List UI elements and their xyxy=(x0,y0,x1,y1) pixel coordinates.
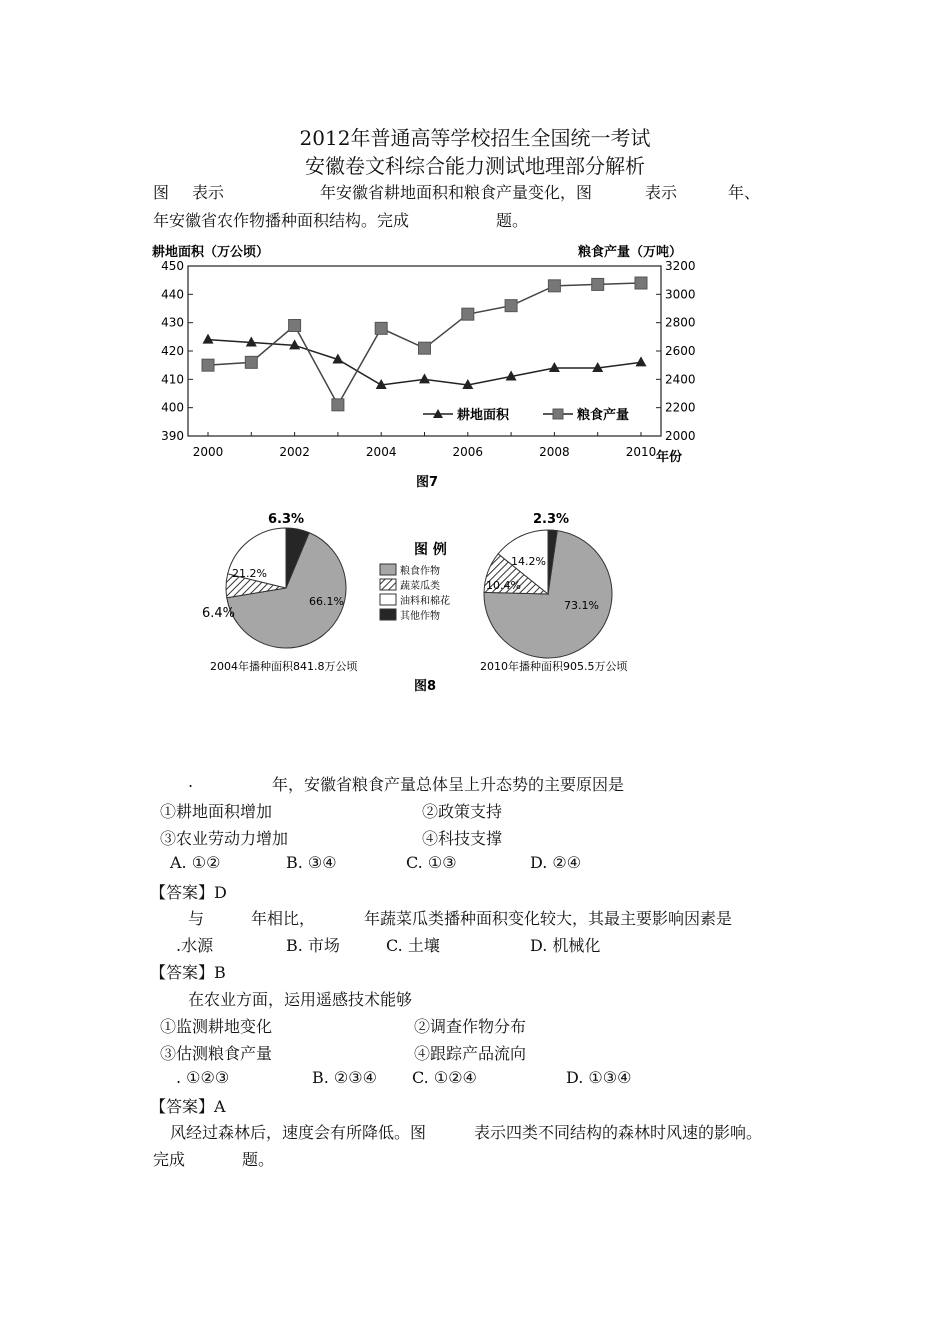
right-tick-label: 2200 xyxy=(665,400,696,415)
next-intro-line1a: 风经过森林后，速度会有所降低。图 xyxy=(170,1123,427,1142)
q2-choice-d: D. 机械化 xyxy=(530,936,601,955)
q3-answer: 【答案】A xyxy=(150,1097,226,1116)
pie-legend-title: 图 例 xyxy=(414,542,447,558)
q1-choice-b: B. ③④ xyxy=(286,853,337,872)
pie2-caption: 2010年播种面积905.5万公顷 xyxy=(480,660,628,673)
pie1-label-vegetable: 6.4% xyxy=(202,606,236,621)
pie1-label-oil: 21.2% xyxy=(232,567,267,580)
q1-option-4: ④科技支撑 xyxy=(422,829,503,848)
legend-text-vegetable: 蔬菜瓜类 xyxy=(400,581,440,592)
q1-stem-b: 年，安徽省粮食产量总体呈上升态势的主要原因是 xyxy=(272,775,625,794)
x-axis-title: 年份 xyxy=(656,450,683,465)
pie2-label-oil: 14.2% xyxy=(511,555,546,568)
x-tick-label: 2000 xyxy=(192,445,224,459)
left-tick-label: 430 xyxy=(161,315,184,330)
q3-choice-c: C. ①②④ xyxy=(412,1068,477,1087)
q3-stem: 在农业方面，运用遥感技术能够 xyxy=(188,990,413,1009)
x-tick-label: 2010 xyxy=(625,445,657,459)
q2-stem-c: 年蔬菜瓜类播种面积变化较大，其最主要影响因素是 xyxy=(364,909,733,928)
legend-text-grain: 粮食作物 xyxy=(400,566,440,577)
q1-answer: 【答案】D xyxy=(150,883,227,902)
left-tick-label: 420 xyxy=(161,344,184,358)
q3-option-2: ②调查作物分布 xyxy=(414,1017,527,1036)
right-tick-label: 2400 xyxy=(665,372,696,387)
left-tick-label: 450 xyxy=(161,259,184,273)
left-tick-label: 410 xyxy=(161,372,184,387)
intro-seg5: 年、 xyxy=(728,183,761,202)
figure8-caption: 图8 xyxy=(414,679,437,694)
q1-stem-a: . xyxy=(188,772,194,791)
intro-line2a: 年安徽省农作物播种面积结构。完成 xyxy=(153,211,410,230)
legend-swatch-other xyxy=(380,609,396,620)
legend-swatch-vegetable xyxy=(380,579,396,590)
left-tick-label: 440 xyxy=(161,287,184,302)
grain-output-point xyxy=(375,322,387,334)
next-intro-line2a: 完成 xyxy=(153,1150,186,1169)
figure7-caption: 图7 xyxy=(416,475,439,490)
intro-seg3: 年安徽省耕地面积和粮食产量变化，图 xyxy=(320,183,593,202)
q1-choice-c: C. ①③ xyxy=(406,853,457,872)
left-tick-label: 400 xyxy=(161,400,184,415)
cultivated-area-point xyxy=(549,362,560,372)
right-tick-label: 3200 xyxy=(665,259,696,273)
cultivated-area-point xyxy=(636,356,647,366)
right-tick-label: 3000 xyxy=(665,287,696,302)
q2-stem-b: 年相比， xyxy=(251,909,316,928)
x-tick-label: 2002 xyxy=(279,445,310,459)
figure7-line-chart xyxy=(148,238,708,498)
q3-option-4: ④跟踪产品流向 xyxy=(414,1044,527,1063)
q1-choice-d: D. ②④ xyxy=(530,853,582,872)
paper-title-line1: 2012年普通高等学校招生全国统一考试 xyxy=(299,126,651,150)
q1-option-2: ②政策支持 xyxy=(422,802,503,821)
grain-output-point xyxy=(462,308,474,320)
left-axis-title: 耕地面积（万公顷） xyxy=(152,245,270,260)
pie2-label-vegetable: 10.4% xyxy=(486,579,521,592)
q3-option-3: ③估测粮食产量 xyxy=(160,1044,273,1063)
grain-output-point xyxy=(635,277,647,289)
legend-swatch-oil xyxy=(380,594,396,605)
legend-text-oil: 油料和棉花 xyxy=(400,596,450,607)
q1-option-3: ③农业劳动力增加 xyxy=(160,829,289,848)
intro-seg4: 表示 xyxy=(645,183,678,202)
pie1-label-other: 6.3% xyxy=(268,512,305,527)
q1-choice-a: A. ①② xyxy=(170,853,221,872)
right-tick-label: 2800 xyxy=(665,315,696,330)
left-tick-label: 390 xyxy=(161,429,184,443)
grain-output-point xyxy=(419,342,431,354)
paper-title-line2: 安徽卷文科综合能力测试地理部分解析 xyxy=(305,154,645,178)
pie2-label-grain: 73.1% xyxy=(564,599,599,612)
cultivated-area-point xyxy=(419,373,430,383)
grain-output-point xyxy=(505,300,517,312)
q2-choice-b: B. 市场 xyxy=(286,936,340,955)
legend-square-marker xyxy=(553,409,563,419)
grain-output-point xyxy=(245,356,257,368)
right-axis-title: 粮食产量（万吨） xyxy=(578,245,683,260)
next-intro-line1b: 表示四类不同结构的森林时风速的影响。 xyxy=(474,1123,763,1142)
grain-output-point xyxy=(548,280,560,292)
q2-answer: 【答案】B xyxy=(150,963,226,982)
figure8-pie-charts xyxy=(196,506,656,701)
q3-choice-b: B. ②③④ xyxy=(312,1068,377,1087)
intro-seg1: 图 xyxy=(153,183,170,202)
pie2-label-other: 2.3% xyxy=(533,512,570,527)
intro-seg2: 表示 xyxy=(192,183,225,202)
right-tick-label: 2600 xyxy=(665,344,696,358)
grain-output-point xyxy=(592,278,604,290)
legend-text-other: 其他作物 xyxy=(400,611,440,622)
cultivated-area-point xyxy=(203,334,214,344)
x-tick-label: 2008 xyxy=(539,445,570,459)
x-tick-label: 2004 xyxy=(365,445,397,459)
legend-label-grain: 粮食产量 xyxy=(577,408,630,423)
grain-output-point xyxy=(202,359,214,371)
grain-output-point xyxy=(289,320,301,332)
right-tick-label: 2000 xyxy=(665,429,696,443)
legend-swatch-grain xyxy=(380,564,396,575)
intro-line2b: 题。 xyxy=(496,211,529,230)
next-intro-line2b: 题。 xyxy=(242,1150,275,1169)
pie1-caption: 2004年播种面积841.8万公顷 xyxy=(210,660,358,673)
pie1-label-grain: 66.1% xyxy=(309,595,344,608)
q2-choice-c: C. 土壤 xyxy=(386,936,440,955)
q2-choice-a: .水源 xyxy=(176,936,214,955)
q3-choice-a: . ①②③ xyxy=(176,1068,230,1087)
q3-option-1: ①监测耕地变化 xyxy=(160,1017,273,1036)
grain-output-point xyxy=(332,399,344,411)
q1-option-1: ①耕地面积增加 xyxy=(160,802,273,821)
q3-choice-d: D. ①③④ xyxy=(566,1068,632,1087)
x-tick-label: 2006 xyxy=(452,445,484,459)
q2-stem-a: 与 xyxy=(188,909,205,928)
legend-label-cultivated: 耕地面积 xyxy=(457,408,510,423)
